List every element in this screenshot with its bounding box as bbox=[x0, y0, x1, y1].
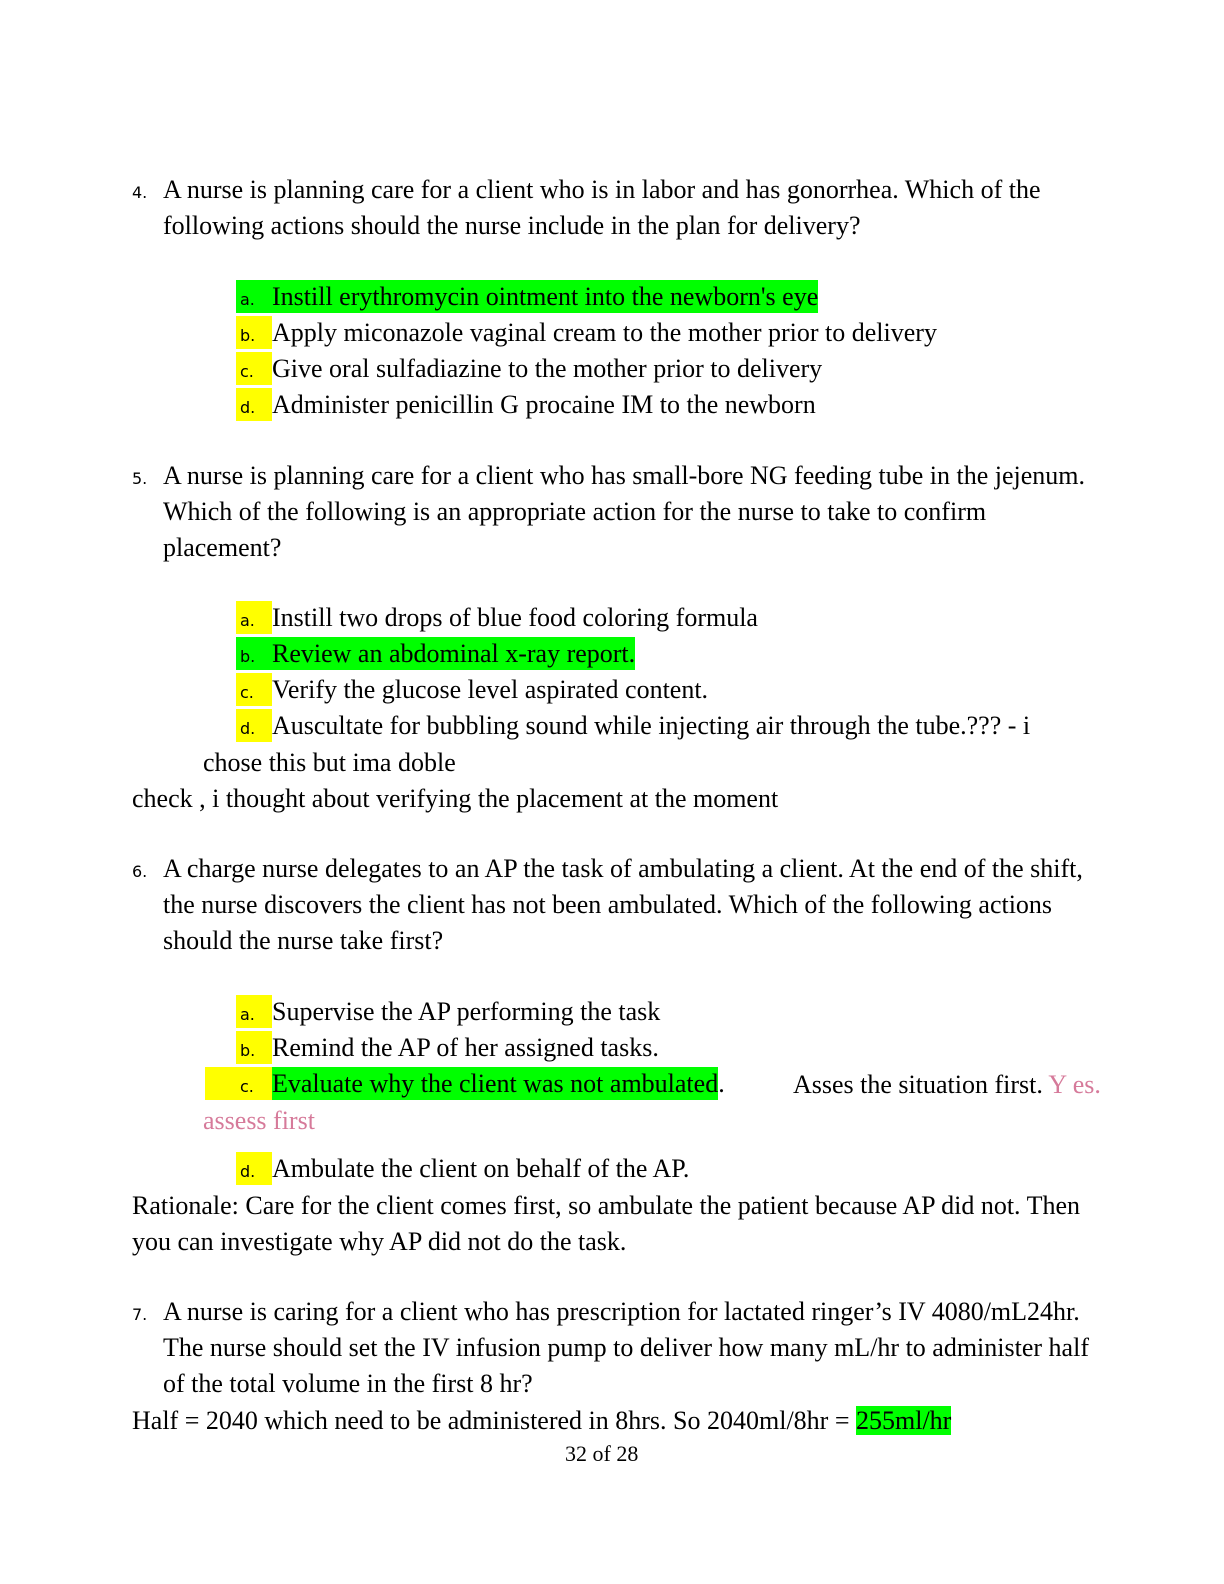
student-note-line-1: chose this but ima doble bbox=[203, 748, 456, 777]
option-a bbox=[236, 601, 758, 637]
answer-value: 255ml/hr bbox=[856, 1406, 952, 1435]
option-c bbox=[236, 352, 822, 388]
question-6-line-2: the nurse discovers the client has not been ambulated. Which of the following actions bbox=[163, 890, 1053, 919]
answer-line bbox=[132, 1403, 951, 1439]
question-number: 4. bbox=[132, 183, 148, 202]
option-letter: d. bbox=[236, 388, 272, 421]
answer-note bbox=[793, 1067, 1101, 1103]
option-d bbox=[236, 709, 1030, 745]
option-a bbox=[236, 280, 818, 316]
option-c bbox=[236, 1067, 725, 1103]
option-letter: d. bbox=[236, 709, 272, 742]
question-5-line-1: A nurse is planning care for a client who has small-bore NG feeding tube in the jejenum. bbox=[163, 461, 1086, 490]
option-text: Apply miconazole vaginal cream to the mother prior to delivery bbox=[272, 318, 937, 347]
option-text: Remind the AP of her assigned tasks. bbox=[272, 1033, 659, 1062]
option-text: Auscultate for bubbling sound while injecting air through the tube.??? - i bbox=[272, 711, 1031, 740]
option-text: Evaluate why the client was not ambulated bbox=[272, 1069, 719, 1098]
option-letter: c. bbox=[236, 352, 272, 385]
option-text: Ambulate the client on behalf of the AP. bbox=[272, 1154, 690, 1183]
option-letter: a. bbox=[236, 280, 272, 313]
option-letter: b. bbox=[236, 1031, 272, 1064]
question-5 bbox=[132, 458, 147, 497]
option-letter: a. bbox=[236, 995, 272, 1028]
option-b bbox=[236, 316, 937, 352]
question-7-line-2: The nurse should set the IV infusion pump to deliver how many mL/hr to administer half bbox=[163, 1333, 1089, 1362]
rationale-line-2: you can investigate why AP did not do the task. bbox=[132, 1227, 627, 1256]
option-letter: b. bbox=[236, 316, 272, 349]
option-d bbox=[236, 1152, 689, 1188]
option-a bbox=[236, 995, 660, 1031]
option-text: Instill erythromycin ointment into the newborn's eye bbox=[272, 282, 819, 311]
option-suffix: . bbox=[718, 1069, 725, 1098]
page-number: 32 of 28 bbox=[565, 1441, 639, 1466]
option-letter: a. bbox=[236, 601, 272, 634]
question-6-line-1: A charge nurse delegates to an AP the task of ambulating a client. At the end of the shift, bbox=[163, 854, 1083, 883]
option-b bbox=[236, 637, 635, 673]
option-b bbox=[236, 1031, 659, 1067]
option-letter: d. bbox=[236, 1152, 272, 1185]
question-4 bbox=[132, 172, 147, 211]
option-d bbox=[236, 388, 816, 424]
option-text: Give oral sulfadiazine to the mother prior to delivery bbox=[272, 354, 823, 383]
question-number: 6. bbox=[132, 862, 148, 881]
question-4-line-2: following actions should the nurse include in the plan for delivery? bbox=[163, 211, 861, 240]
option-text: Verify the glucose level aspirated content. bbox=[272, 675, 709, 704]
answer-note-pink-line-2: assess first bbox=[203, 1106, 315, 1135]
answer-note-pink: Y es. bbox=[1048, 1070, 1101, 1099]
question-5-line-2: Which of the following is an appropriate action for the nurse to take to confirm bbox=[163, 497, 987, 526]
student-note-line-2: check , i thought about verifying the placement at the moment bbox=[132, 784, 779, 813]
answer-note-text: Asses the situation first. bbox=[793, 1070, 1043, 1099]
rationale-line-1: Rationale: Care for the client comes first, so ambulate the patient because AP did not. Then bbox=[132, 1191, 1081, 1220]
option-text: Review an abdominal x-ray report. bbox=[272, 639, 636, 668]
question-7-line-3: of the total volume in the first 8 hr? bbox=[163, 1369, 533, 1398]
question-6-line-3: should the nurse take first? bbox=[163, 926, 444, 955]
option-letter: b. bbox=[236, 637, 272, 670]
question-6 bbox=[132, 851, 147, 890]
option-text: Supervise the AP performing the task bbox=[272, 997, 661, 1026]
question-7 bbox=[132, 1294, 147, 1333]
option-letter: c. bbox=[236, 673, 272, 706]
question-5-line-3: placement? bbox=[163, 533, 282, 562]
option-text: Administer penicillin G procaine IM to the newborn bbox=[272, 390, 816, 419]
question-number: 5. bbox=[132, 469, 148, 488]
question-7-line-1: A nurse is caring for a client who has prescription for lactated ringer’s IV 4080/mL24hr. bbox=[163, 1297, 1080, 1326]
question-4-line-1: A nurse is planning care for a client who is in labor and has gonorrhea. Which of the bbox=[163, 175, 1041, 204]
option-letter: c. bbox=[236, 1067, 272, 1100]
option-c bbox=[236, 673, 708, 709]
question-number: 7. bbox=[132, 1305, 148, 1324]
option-text: Instill two drops of blue food coloring formula bbox=[272, 603, 758, 632]
answer-text: Half = 2040 which need to be administered in 8hrs. So 2040ml/8hr = bbox=[132, 1406, 856, 1435]
